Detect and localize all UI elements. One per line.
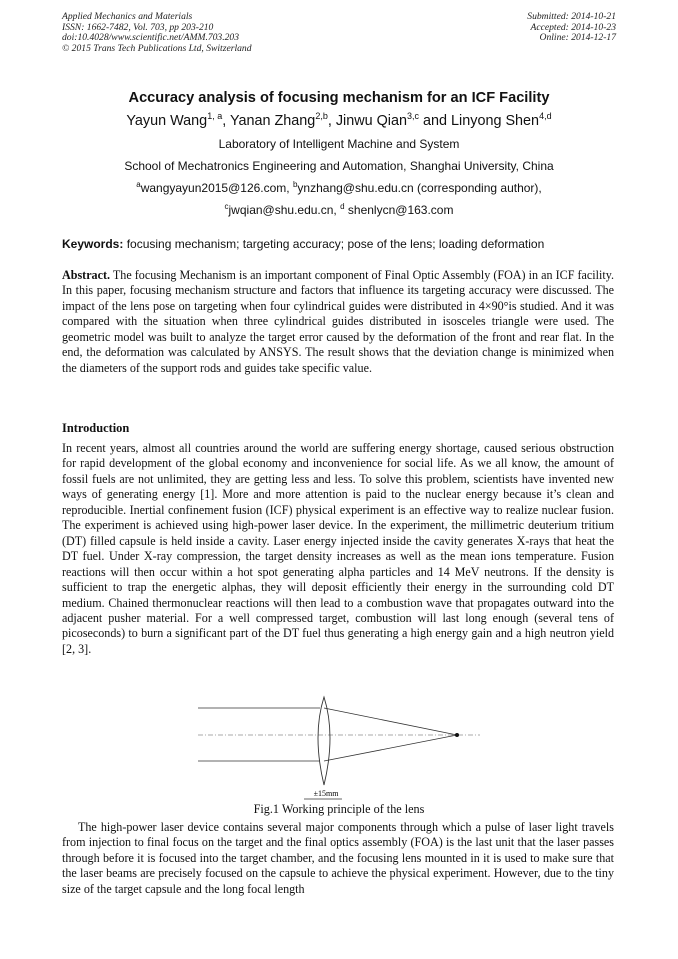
author-separator: ,: [327, 112, 336, 129]
keywords-text: focusing mechanism; targeting accuracy; pose of the lens; loading deformation: [123, 237, 545, 251]
lens-figure: [190, 695, 490, 800]
author-affiliation-mark: 2,b: [315, 111, 328, 121]
section-heading-introduction: Introduction: [62, 421, 130, 435]
accepted-date: Accepted: 2014-10-23: [530, 21, 616, 33]
lens-shape: [318, 697, 330, 785]
keywords-label: Keywords:: [62, 237, 124, 251]
author-list: [0, 111, 678, 129]
converging-ray-top: [324, 708, 457, 735]
author-affiliation-mark: 4,d: [539, 111, 552, 121]
author-affiliation-mark: 1, a: [207, 111, 223, 121]
email-line-1: [0, 180, 678, 195]
author-separator: and: [419, 112, 452, 129]
author-name: Linyong Shen: [451, 112, 540, 129]
email-mark: c: [224, 202, 229, 211]
email-mark: d: [340, 202, 345, 211]
email-mark: a: [136, 180, 141, 189]
author-name: Yayun Wang: [126, 112, 208, 129]
email-author-d[interactable]: shenlycn@163.com: [344, 203, 454, 217]
journal-issn: ISSN: 1662-7482, Vol. 703, pp 203-210: [62, 21, 214, 33]
dimension-label: ±15mm: [313, 789, 339, 798]
journal-info: [62, 12, 252, 54]
email-mark: b: [292, 180, 298, 189]
keywords: [62, 237, 622, 251]
affiliation-school: School of Mechatronics Engineering and Automation, Shanghai University, China: [124, 159, 554, 173]
email-author-c[interactable]: jwqian@shu.edu.cn,: [228, 203, 341, 217]
online-date: Online: 2014-12-17: [539, 32, 616, 44]
paper-title: Accuracy analysis of focusing mechanism for an ICF Facility: [128, 90, 550, 106]
affiliation-lab: Laboratory of Intelligent Machine and System: [218, 137, 460, 151]
email-line-2: [0, 202, 678, 217]
author-affiliation-mark: 3,c: [407, 111, 420, 121]
submission-dates: [527, 12, 616, 44]
journal-doi: doi:10.4028/www.scientific.net/AMM.703.203: [62, 32, 240, 44]
email-author-b[interactable]: ynzhang@shu.edu.cn (corresponding author),: [297, 181, 542, 195]
abstract-label: Abstract.: [62, 268, 111, 282]
intro-paragraph: In recent years, almost all countries around the world are suffering energy shortage, caused serious obstruction for rapid development of the global economy and inconvenience for social life. As we all know, the amount of fossil fuels are not unlimited, they are getting less and less. To solve this problem, scientists have invented new ways of generating energy [1]. More and more attention is paid to the nuclear energy because it’s clean and reproducible. Inertial confinement fusion (ICF) physical experiment is an effective way to realize nuclear fusion. The experiment is achieved using high-power laser device. In the experiment, the millimetric deuterium tritium (DT) filled capsule is held inside a cavity. Laser energy injected inside the cavity generates X-rays that heat the DT fuel. Under X-ray compression, the target density increases as well as the mean ions temperature. Fusion reactions will then occur within a hot spot generating alpha particles and 14 MeV neutrons. If the density is sufficient to trap the energetic alphas, they will deposit efficiently their energy in the surrounding cold DT medium. Chained thermonuclear reactions will then lead to a combustion wave that propagates outward into the adjacent pusher material. For a well compressed target, combustion will last long enough (several tens of picoseconds) to burn a significant part of the DT fuel thus generating a high energy gain and a high neutron yield [2, 3].: [62, 441, 614, 656]
journal-copyright: © 2015 Trans Tech Publications Ltd, Switzerland: [62, 42, 252, 54]
abstract-text: The focusing Mechanism is an important component of Final Optic Assembly (FOA) in an ICF facility. In this paper, focusing mechanism structure and factors that influence its targeting accuracy were discussed. The impact of the lens pose on targeting when four cylindrical guides were distributed in 4×90°is studied. And it was compared with the situation when three cylindrical guides distributed in isosceles triangle were used. The geometric model was built to analyze the target error caused by the deformation of the front and rear flat. In the end, the deformation was calculated by ANSYS. The result shows that the deviation change is minimized when the diameters of the support rods and guides take specific value.: [62, 268, 614, 375]
email-author-a[interactable]: wangyayun2015@126.com,: [140, 181, 293, 195]
body-paragraph: The high-power laser device contains several major components through which a pulse of laser light travels from injection to final focus on the target and the final optics assembly (FOA) is the last unit that the laser passes through before it is focused into the target chamber, and the focusing lens mounted in it is used to make sure that the laser beams are precisely focused on the capsule to achieve the physical experiment. However, due to the tiny size of the target capsule and the long focal length: [62, 820, 614, 896]
author-name: Jinwu Qian: [335, 112, 408, 129]
author-separator: ,: [222, 112, 230, 129]
author-name: Yanan Zhang: [229, 112, 316, 129]
abstract: [62, 268, 614, 376]
submitted-date: Submitted: 2014-10-21: [527, 11, 616, 22]
converging-ray-bottom: [324, 735, 457, 761]
figure-caption: Fig.1 Working principle of the lens: [253, 802, 425, 816]
journal-name: Applied Mechanics and Materials: [62, 11, 193, 22]
focal-point: [455, 733, 459, 737]
